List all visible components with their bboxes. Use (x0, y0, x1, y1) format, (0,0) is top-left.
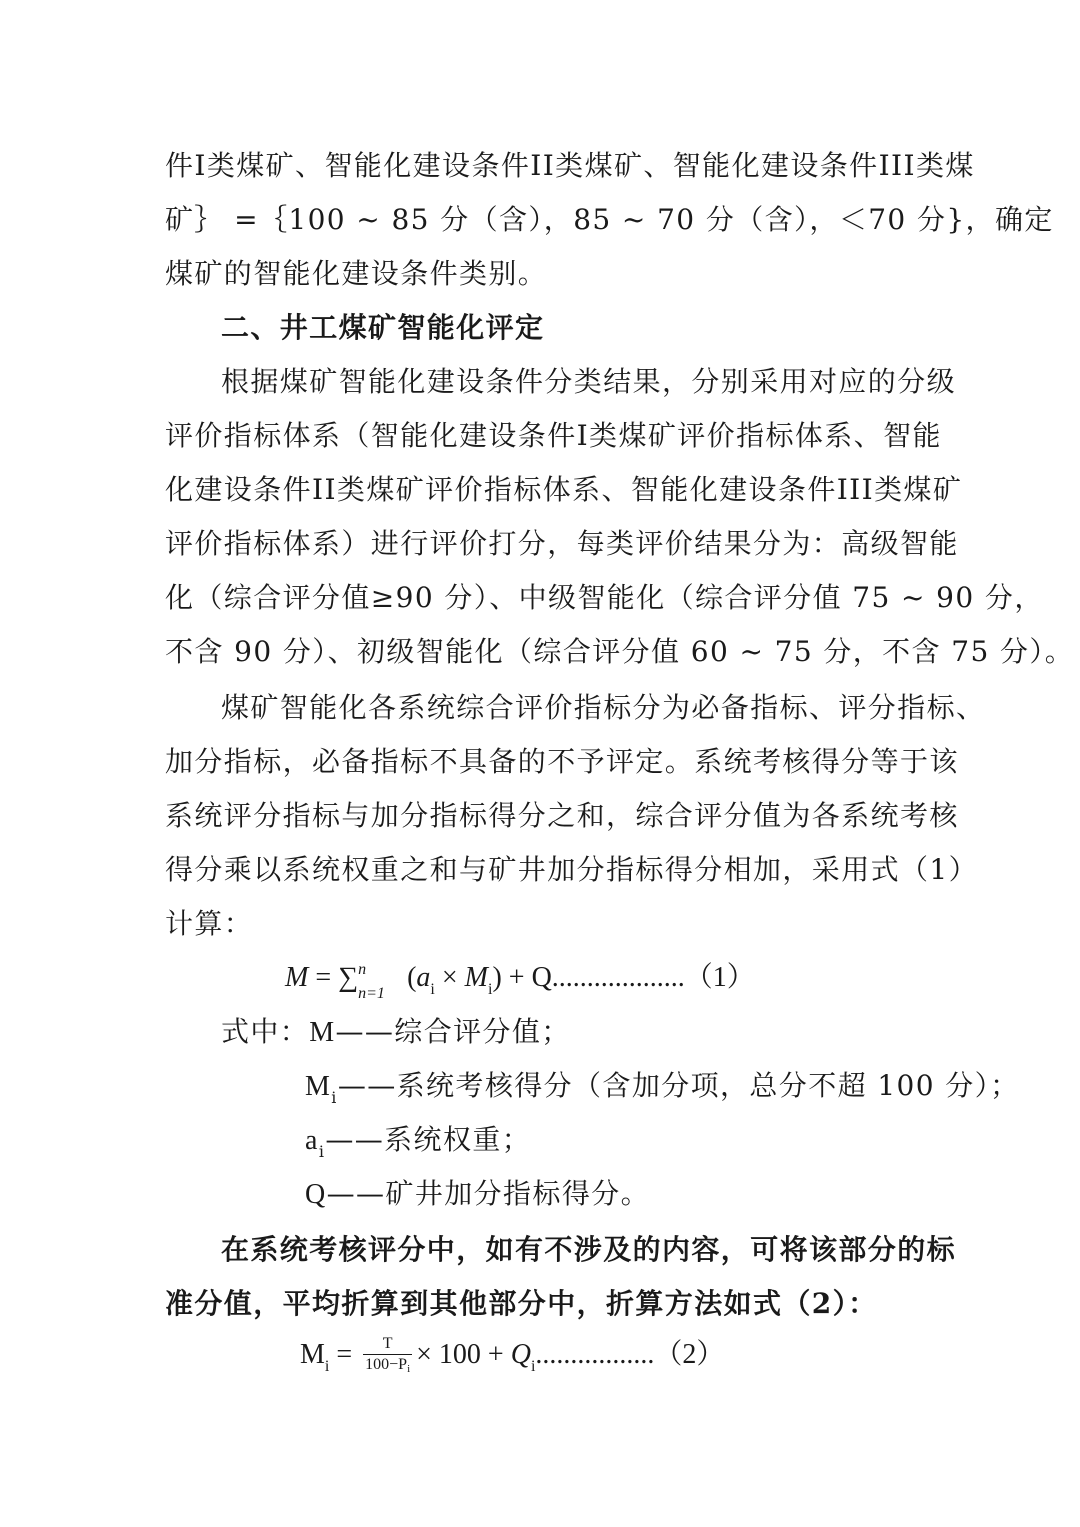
formula-1-sum-upper: n (358, 961, 367, 978)
grading-line-1: 根据煤矿智能化建设条件分类结果，分别采用对应的分级 (221, 365, 957, 398)
grading-line-3: 化建设条件II类煤矿评价指标体系、智能化建设条件III类煤矿 (165, 473, 963, 506)
formula-2-denominator-text: 100−P (365, 1356, 408, 1373)
formula-1-number: （1） (684, 962, 755, 993)
intro-line-3: 煤矿的智能化建设条件类别。 (165, 257, 548, 290)
conversion-line-2: 准分值，平均折算到其他部分中，折算方法如式（2）： (165, 1287, 878, 1320)
grading-line-5: 化（综合评分值≥90 分）、中级智能化（综合评分值 75 ~ 90 分， (165, 581, 1044, 614)
formula-2-q-sub: i (530, 1357, 536, 1375)
definitions-intro-label: 式中： (221, 1015, 310, 1048)
formula-2-equals: = (329, 1338, 360, 1370)
grading-line-4: 评价指标体系）进行评价打分，每类评价结果分为：高级智能 (165, 527, 959, 560)
formula-1 (285, 958, 755, 1010)
definition-symbol: M (305, 1071, 332, 1102)
indicators-line-4: 得分乘以系统权重之和与矿井加分指标得分相加，采用式（1） (165, 853, 979, 886)
formula-2-times: × 100 + (416, 1338, 511, 1370)
conversion-line-1: 在系统考核评分中，如有不涉及的内容，可将该部分的标 (221, 1233, 957, 1266)
formula-1-dots: ................... (551, 962, 685, 993)
definition-text: ——系统考核得分（含加分项，总分不超 100 分）； (337, 1069, 1020, 1102)
definition-row (305, 1066, 1065, 1118)
formula-2-lhs-sub: i (324, 1357, 330, 1375)
definition-symbol-sub: i (331, 1088, 338, 1107)
definition-text: ——综合评分值； (335, 1015, 571, 1048)
formula-1-close: ) + Q (492, 962, 552, 993)
formula-2-dots: ................. (535, 1338, 655, 1370)
formula-2-number: （2） (654, 1338, 725, 1370)
indicators-line-2: 加分指标，必备指标不具备的不予评定。系统考核得分等于该 (165, 745, 959, 778)
intro-line-2: 矿｝ =｛100 ~ 85 分（含），85 ~ 70 分（含），＜70 分}，确定 (165, 203, 1054, 236)
definition-row (305, 1120, 1065, 1172)
grading-line-2: 评价指标体系（智能化建设条件I类煤矿评价指标体系、智能 (165, 419, 942, 452)
formula-2-denominator (363, 1355, 412, 1379)
formula-1-m-sub: i (488, 981, 493, 998)
formula-2-lhs: M (300, 1338, 325, 1370)
indicators-line-3: 系统评分指标与加分指标得分之和，综合评分值为各系统考核 (165, 799, 959, 832)
formula-1-lhs: M (285, 962, 309, 993)
definition-text: ——矿井加分指标得分。 (326, 1177, 651, 1210)
grading-line-6: 不含 90 分）、初级智能化（综合评分值 60 ~ 75 分，不含 75 分）。 (165, 635, 1075, 668)
section-heading: 二、井工煤矿智能化评定 (221, 311, 545, 344)
definition-symbol-sub: i (318, 1142, 326, 1161)
intro-line-1: 件I类煤矿、智能化建设条件II类煤矿、智能化建设条件III类煤 (165, 149, 975, 182)
formula-2 (300, 1334, 724, 1387)
definition-symbol: Q (305, 1179, 327, 1210)
indicators-line-5: 计算： (165, 907, 254, 940)
definition-row (305, 1174, 1065, 1215)
formula-1-sum-sign: = ∑ (308, 962, 359, 993)
definition-symbol: a (305, 1125, 319, 1156)
formula-1-m: M (464, 962, 488, 993)
formula-1-sum-lower: n=1 (358, 985, 385, 1002)
indicators-line-1: 煤矿智能化各系统综合评价指标分为必备指标、评分指标、 (221, 691, 986, 724)
definition-text: ——系统权重； (325, 1123, 532, 1156)
formula-2-denominator-sub: i (407, 1363, 411, 1375)
formula-1-times: × (434, 962, 465, 993)
definitions-intro (221, 1012, 981, 1053)
formula-2-numerator: T (363, 1334, 412, 1355)
formula-2-fraction (363, 1334, 412, 1379)
formula-1-a: a (416, 962, 431, 993)
formula-1-a-sub: i (430, 981, 435, 998)
definition-symbol: M (309, 1017, 336, 1048)
formula-2-q: Q (510, 1338, 531, 1370)
formula-1-open: ( (400, 962, 417, 993)
